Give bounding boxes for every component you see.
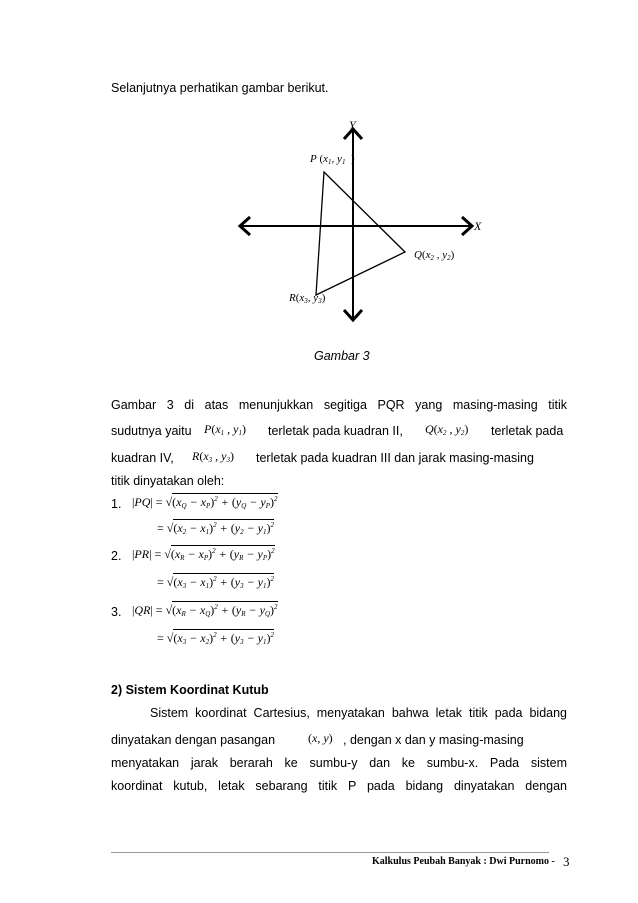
intro-text: Selanjutnya perhatikan gambar berikut. (111, 81, 329, 95)
formula-number-1: 1. (111, 497, 122, 511)
page-number: 3 (563, 854, 570, 869)
formula-pq-simplified: = $√(x_2 - x_1)^2 + (y_2 - y_1)^2$ (157, 521, 274, 536)
point-p-label: P ($x_1$, $y_1$ ) (310, 153, 355, 166)
coordinate-figure (230, 115, 510, 325)
para1-line4: titik dinyatakan oleh: (111, 474, 225, 488)
formula-pr: $|PR| = √(x_R - x_P)^2 + (y_R - y_P)^2$ (132, 547, 275, 562)
formula-pr-simplified: = $√(x_3 - x_1)^2 + (y_3 - y_1)^2$ (157, 575, 274, 590)
section-line4: koordinat kutub, letak sebarang titik P pada bidang dinyatakan dengan (111, 779, 567, 793)
section-line2a: dinyatakan dengan pasangan (111, 733, 276, 747)
pair-xy: (x, y) (308, 731, 333, 745)
section-heading: 2) Sistem Koordinat Kutub (111, 683, 269, 697)
section-line1: Sistem koordinat Cartesius, menyatakan bahwa letak titik pada bidang (150, 706, 567, 720)
point-q-label: $Q(x_2$ , $y_2$) (414, 249, 455, 262)
formula-qr-simplified: = $√(x_3 - x_2)^2 + (y_3 - y_1)^2$ (157, 631, 274, 646)
para1-line2c: terletak pada (491, 424, 564, 438)
point-r-label: $R(x_3$, $y_3$) (289, 292, 326, 305)
para1-line3b: terletak pada kuadran III dan jarak masing-masing (256, 451, 534, 465)
para1-line2a: sudutnya yaitu (111, 424, 192, 438)
formula-number-3: 3. (111, 605, 122, 619)
footer-text: Kalkulus Peubah Banyak : Dwi Purnomo - (372, 856, 555, 867)
figure-caption: Gambar 3 (314, 349, 370, 363)
formula-pq: $|PQ| = √(x_Q - x_P)^2 + (y_Q - y_P)^2$ (132, 495, 278, 510)
axis-x-label: X (474, 219, 482, 233)
point-r-coord: $R(x_3$ , $y_3$) (192, 449, 234, 464)
section-line2b: , dengan x dan y masing-masing (343, 733, 524, 747)
point-p-coord: $P(x_1$ , $y_1$) (204, 422, 246, 437)
point-q-coord: $Q(x_2$ , $y_2$) (425, 422, 469, 437)
para1-line3a: kuadran IV, (111, 451, 174, 465)
footer-rule (111, 852, 549, 853)
triangle-pqr (316, 172, 405, 295)
para1-line1: Gambar 3 di atas menunjukkan segitiga PQR yang masing-masing titik (111, 398, 567, 412)
axis-y-label: Y (349, 118, 356, 132)
section-line3: menyatakan jarak berarah ke sumbu-y dan ke sumbu-x. Pada sistem (111, 756, 567, 770)
para1-line2b: terletak pada kuadran II, (268, 424, 403, 438)
formula-qr: $|QR| = √(x_R - x_Q)^2 + (y_R - y_Q)^2$ (132, 603, 278, 618)
formula-number-2: 2. (111, 549, 122, 563)
